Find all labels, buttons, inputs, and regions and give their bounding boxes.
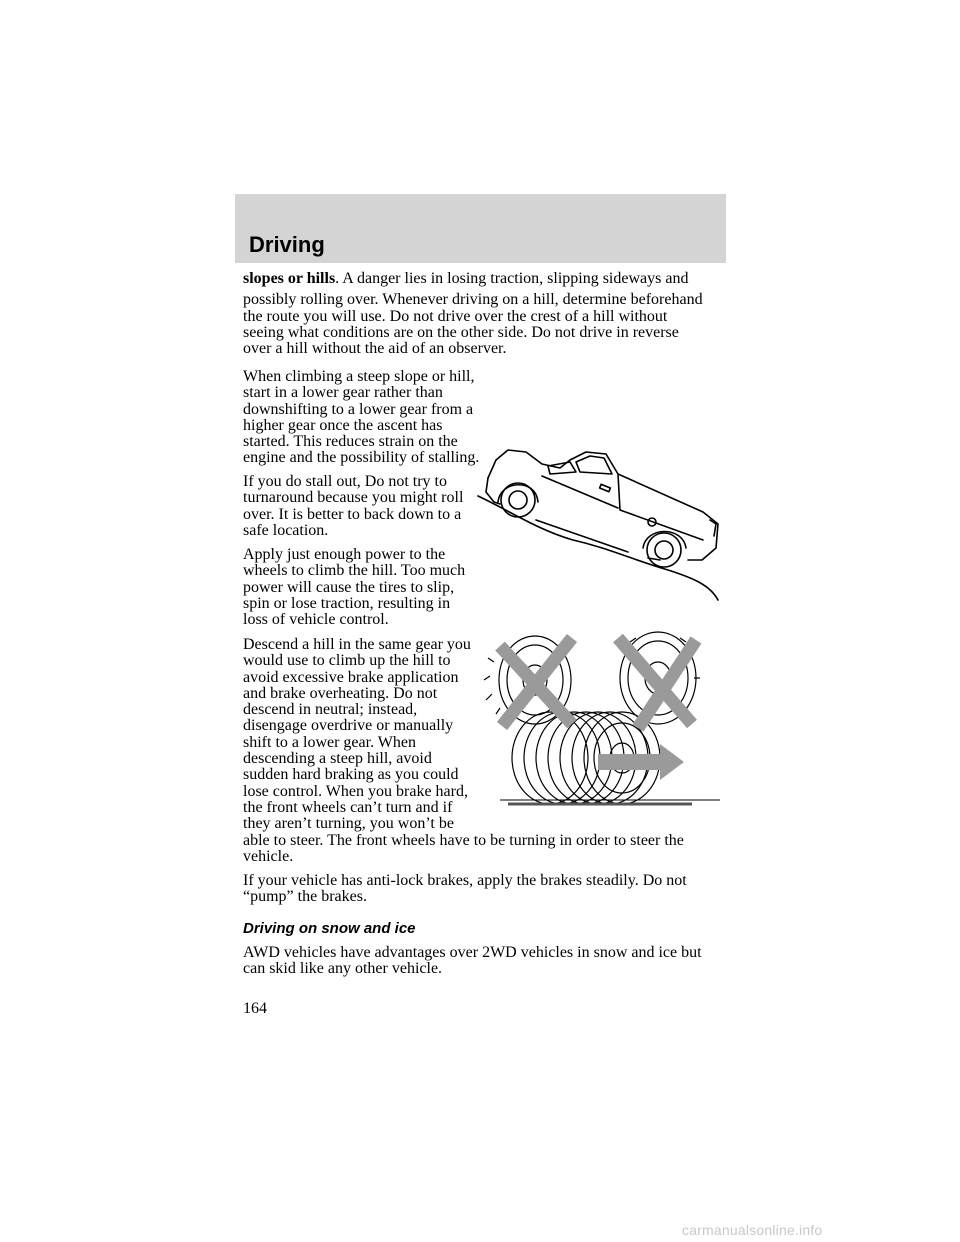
- chapter-title: Driving: [249, 232, 325, 257]
- wheel-spin-skid-illustration: [480, 628, 725, 813]
- pickup-truck-on-hill-illustration: [478, 440, 728, 610]
- page-number: 164: [243, 1000, 267, 1017]
- paragraph-awd: AWD vehicles have advantages over 2WD vehicles in snow and ice but can skid like any other vehicle.: [243, 944, 702, 978]
- watermark: carmanualsonline.info: [682, 1222, 823, 1238]
- paragraph-descend: Descend a hill in the same gear you would use to climb up the hill to avoid excessive brake application and brake overheating. Do not descend in neutral; instead, disengage overdrive or manually shift to a lower gear. When descending a steep hill, avoid sudden hard braking as you could lose control. When you brake hard, the front wheels can’t turn and if they aren’t turning, you won’t be able to steer. The front wheels have to be turning in order to steer the vehicle.: [243, 636, 684, 865]
- paragraph-antilock: If your vehicle has anti-lock brakes, apply the brakes steadily. Do not “pump” the brakes.: [243, 872, 687, 906]
- paragraph-stall: If you do stall out, Do not try to turnaround because you might roll over. It is better to back down to a safe location.: [243, 473, 464, 539]
- paragraph-power: Apply just enough power to the wheels to climb the hill. Too much power will cause the tires to slip, spin or lose traction, resulting in loss of vehicle control.: [243, 546, 466, 629]
- paragraph-climbing: When climbing a steep slope or hill, start in a lower gear rather than downshifting to a lower gear from a higher gear once the ascent has started. This reduces strain on the engine and the possibility of stalling.: [243, 368, 480, 467]
- subheading-snow-ice: Driving on snow and ice: [243, 920, 416, 937]
- bold-lead: slopes or hills: [243, 270, 336, 287]
- paragraph-slopes: slopes or hills. A danger lies in losing traction, slipping sideways and possibly rolling over. Whenever driving on a hill, determine beforehand the route you will use. Do not drive over the crest of a hill without seeing what conditions are on the other side. Do not drive in reverse over a hill without the aid of an observer.: [243, 270, 703, 358]
- chapter-header: [235, 194, 726, 263]
